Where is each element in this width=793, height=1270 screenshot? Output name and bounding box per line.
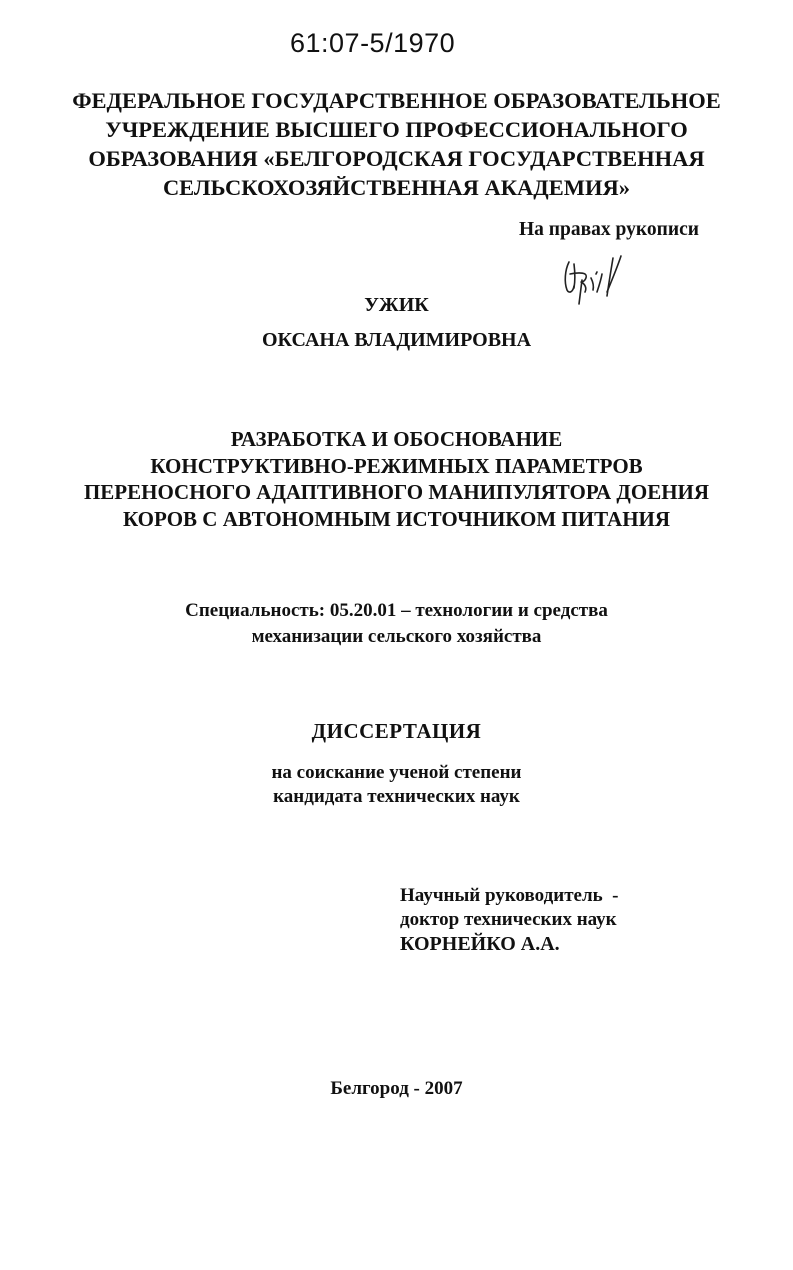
author-surname: УЖИК [364,294,429,316]
catalog-number: 61:07-5/1970 [290,28,456,58]
specialty [0,598,793,650]
organization-name [0,86,793,202]
dissertation-title [0,426,793,532]
title-line: ПЕРЕНОСНОГО АДАПТИВНОГО МАНИПУЛЯТОРА ДОЕНИЯ [83,480,710,504]
manuscript-rights-note: На правах рукописи [519,219,699,240]
organization-line: СЕЛЬСКОХОЗЯЙСТВЕННАЯ АКАДЕМИЯ» [162,175,631,200]
title-line: КОНСТРУКТИВНО-РЕЖИМНЫХ ПАРАМЕТРОВ [150,453,643,478]
city-year: Белгород - 2007 [330,1078,463,1099]
supervisor-role: Научный руководитель - [400,885,619,906]
degree-line: на соискание ученой степени [271,762,522,783]
degree-sought [0,761,793,809]
organization-line: УЧРЕЖДЕНИЕ ВЫСШЕГО ПРОФЕССИОНАЛЬНОГО [105,117,688,142]
supervisor-name: КОРНЕЙКО А.А. [400,933,560,955]
organization-line: ОБРАЗОВАНИЯ «БЕЛГОРОДСКАЯ ГОСУДАРСТВЕННАЯ [88,146,705,171]
degree-line: кандидата технических наук [273,786,520,807]
specialty-line: механизации сельского хозяйства [251,626,542,647]
title-line: КОРОВ С АВТОНОМНЫМ ИСТОЧНИКОМ ПИТАНИЯ [122,506,671,531]
supervisor-degree: доктор технических наук [400,909,617,930]
author-given-names: ОКСАНА ВЛАДИМИРОВНА [261,329,532,351]
document-type: ДИССЕРТАЦИЯ [311,719,482,743]
specialty-line: Специальность: 05.20.01 – технологии и средства [185,600,608,621]
title-line: РАЗРАБОТКА И ОБОСНОВАНИЕ [230,427,563,451]
supervisor [400,884,619,956]
organization-line: ФЕДЕРАЛЬНОЕ ГОСУДАРСТВЕННОЕ ОБРАЗОВАТЕЛЬНОЕ [72,88,721,113]
